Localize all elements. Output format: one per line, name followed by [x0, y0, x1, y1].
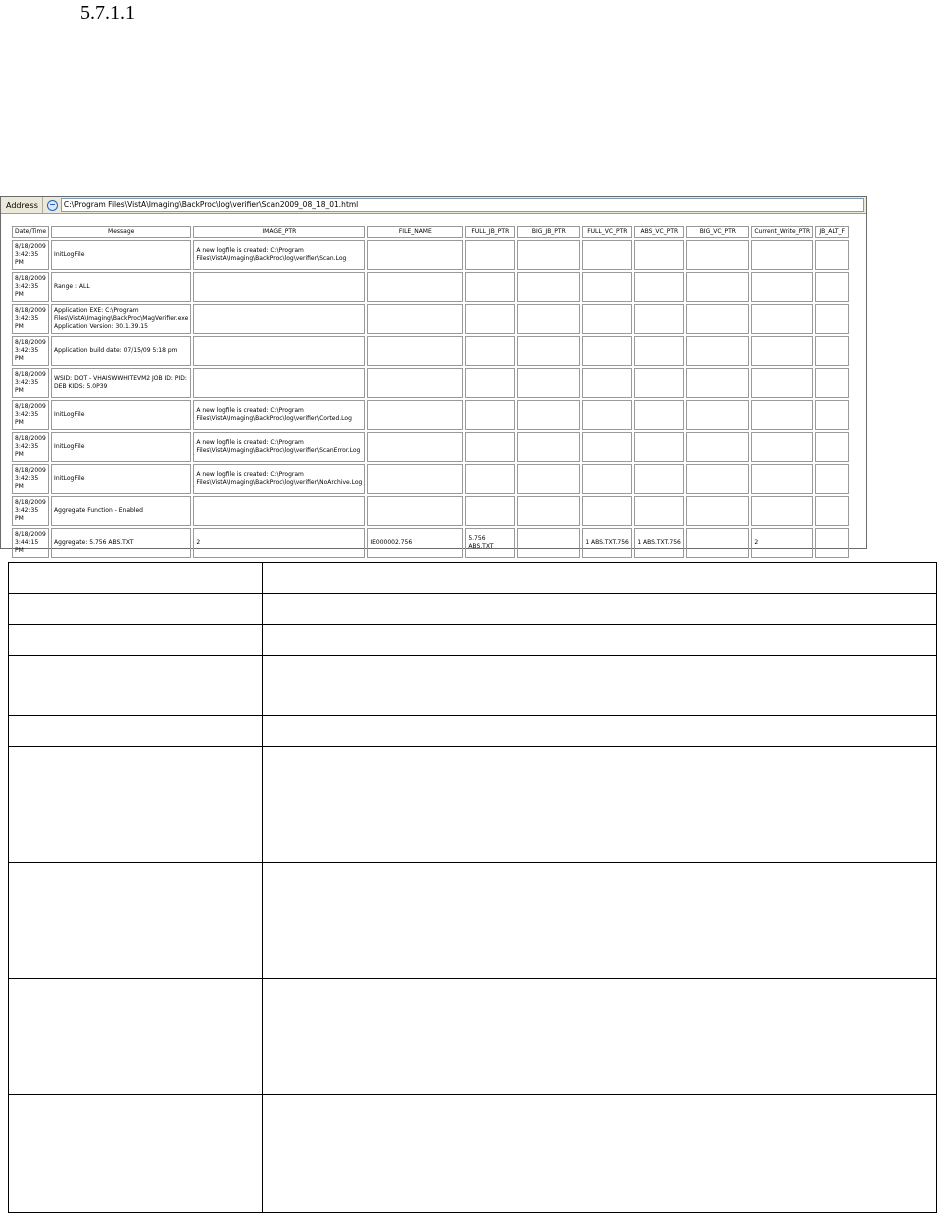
log-row: [12, 400, 849, 430]
log-cell-full-vc-ptr: [582, 400, 632, 430]
log-cell-abs-vc-ptr: [634, 336, 684, 366]
log-cell-image-ptr: [193, 368, 365, 398]
log-table: [10, 224, 851, 560]
log-cell-jb-alt: [815, 240, 849, 270]
grid-cell: [9, 594, 263, 625]
grid-cell: [263, 716, 937, 747]
log-cell-file-name: [367, 336, 463, 366]
log-cell-full-jb-ptr: [465, 336, 515, 366]
log-cell-datetime: 8/18/2009 3:42:35 PM: [12, 368, 49, 398]
log-cell-abs-vc-ptr: [634, 432, 684, 462]
log-cell-datetime: 8/18/2009 3:42:35 PM: [12, 336, 49, 366]
log-cell-big-jb-ptr: [517, 464, 580, 494]
log-cell-abs-vc-ptr: [634, 272, 684, 302]
address-bar: [1, 197, 866, 214]
log-cell-message: Application EXE: C:\Program Files\VistA\Imaging\BackProc\MagVerifier.exe Application Version: 30.1.39.15: [51, 304, 191, 334]
grid-row: [9, 563, 937, 594]
log-cell-full-jb-ptr: [465, 464, 515, 494]
log-cell-file-name: [367, 496, 463, 526]
log-cell-current-write-ptr: [751, 272, 813, 302]
grid-cell: [263, 594, 937, 625]
log-cell-current-write-ptr: [751, 432, 813, 462]
grid-cell: [9, 656, 263, 716]
log-cell-full-vc-ptr: [582, 432, 632, 462]
log-cell-image-ptr: [193, 272, 365, 302]
log-cell-abs-vc-ptr: [634, 304, 684, 334]
log-cell-message: InitLogFile: [51, 464, 191, 494]
log-cell-jb-alt: [815, 272, 849, 302]
log-cell-message: InitLogFile: [51, 432, 191, 462]
log-cell-big-jb-ptr: [517, 304, 580, 334]
log-cell-big-jb-ptr: [517, 336, 580, 366]
log-cell-message: Aggregate Function - Enabled: [51, 496, 191, 526]
log-row: [12, 368, 849, 398]
log-cell-jb-alt: [815, 464, 849, 494]
log-row: [12, 304, 849, 334]
log-cell-message: InitLogFile: [51, 400, 191, 430]
log-cell-jb-alt: [815, 368, 849, 398]
log-cell-abs-vc-ptr: [634, 400, 684, 430]
col-header: FILE_NAME: [367, 226, 463, 238]
col-header: Current_Write_PTR: [751, 226, 813, 238]
grid-cell: [263, 979, 937, 1095]
log-cell-datetime: 8/18/2009 3:44:15 PM: [12, 528, 49, 558]
log-screenshot: [0, 196, 867, 554]
log-cell-current-write-ptr: [751, 336, 813, 366]
log-cell-image-ptr: [193, 496, 365, 526]
log-cell-current-write-ptr: 2: [751, 528, 813, 558]
log-cell-message: Range : ALL: [51, 272, 191, 302]
log-cell-big-jb-ptr: [517, 272, 580, 302]
col-header: BIG_JB_PTR: [517, 226, 580, 238]
log-cell-jb-alt: [815, 400, 849, 430]
log-cell-datetime: 8/18/2009 3:42:35 PM: [12, 464, 49, 494]
col-header: ABS_VC_PTR: [634, 226, 684, 238]
col-header: Date/Time: [12, 226, 49, 238]
log-cell-big-vc-ptr: [686, 432, 749, 462]
log-cell-big-vc-ptr: [686, 272, 749, 302]
log-cell-full-vc-ptr: [582, 496, 632, 526]
grid-cell: [9, 747, 263, 863]
log-cell-image-ptr: A new logfile is created: C:\Program Files\VistA\Imaging\BackProc\log\verifier\ScanError.Log: [193, 432, 365, 462]
grid-row: [9, 747, 937, 863]
log-cell-abs-vc-ptr: [634, 496, 684, 526]
grid-cell: [9, 979, 263, 1095]
log-cell-image-ptr: 2: [193, 528, 365, 558]
grid-cell: [263, 863, 937, 979]
log-cell-current-write-ptr: [751, 304, 813, 334]
log-cell-message: InitLogFile: [51, 240, 191, 270]
grid-cell: [9, 563, 263, 594]
log-cell-datetime: 8/18/2009 3:42:35 PM: [12, 400, 49, 430]
grid-cell: [263, 1095, 937, 1213]
log-cell-current-write-ptr: [751, 496, 813, 526]
grid-cell: [9, 863, 263, 979]
grid-cell: [263, 563, 937, 594]
log-cell-big-vc-ptr: [686, 464, 749, 494]
log-cell-abs-vc-ptr: 1 ABS.TXT.756: [634, 528, 684, 558]
log-cell-full-jb-ptr: [465, 304, 515, 334]
log-row: [12, 464, 849, 494]
log-cell-file-name: [367, 400, 463, 430]
log-cell-file-name: [367, 272, 463, 302]
log-cell-image-ptr: A new logfile is created: C:\Program Files\VistA\Imaging\BackProc\log\verifier\NoArchive.Log: [193, 464, 365, 494]
log-cell-image-ptr: A new logfile is created: C:\Program Files\VistA\Imaging\BackProc\log\verifier\Corted.Log: [193, 400, 365, 430]
col-header: Message: [51, 226, 191, 238]
page-icon: [47, 200, 58, 211]
log-cell-datetime: 8/18/2009 3:42:35 PM: [12, 272, 49, 302]
log-row: [12, 336, 849, 366]
address-input[interactable]: C:\Program Files\VistA\Imaging\BackProc\log\verifier\Scan2009_08_18_01.html: [61, 198, 864, 212]
log-cell-image-ptr: A new logfile is created: C:\Program Files\VistA\Imaging\BackProc\log\verifier\Scan.Log: [193, 240, 365, 270]
section-number: 5.7.1.1: [80, 2, 135, 24]
grid-row: [9, 1095, 937, 1213]
log-cell-message: WSID: DOT - VHAISWWHITEVM2 JOB ID: PID: DEB KIDS: 5.0P39: [51, 368, 191, 398]
log-cell-current-write-ptr: [751, 400, 813, 430]
log-cell-datetime: 8/18/2009 3:42:35 PM: [12, 304, 49, 334]
log-cell-big-jb-ptr: [517, 400, 580, 430]
log-cell-full-vc-ptr: [582, 272, 632, 302]
log-cell-big-jb-ptr: [517, 432, 580, 462]
log-cell-big-vc-ptr: [686, 240, 749, 270]
log-cell-file-name: [367, 368, 463, 398]
log-cell-big-jb-ptr: [517, 240, 580, 270]
log-cell-message: Aggregate: 5.756 ABS.TXT: [51, 528, 191, 558]
grid-row: [9, 625, 937, 656]
log-cell-full-vc-ptr: [582, 368, 632, 398]
log-header-row: [12, 226, 849, 238]
grid-cell: [263, 625, 937, 656]
log-cell-image-ptr: [193, 336, 365, 366]
grid-row: [9, 716, 937, 747]
log-cell-current-write-ptr: [751, 368, 813, 398]
log-cell-full-jb-ptr: 5.756 ABS.TXT: [465, 528, 515, 558]
log-cell-message: Application build date: 07/15/09 5:18 pm: [51, 336, 191, 366]
grid-row: [9, 979, 937, 1095]
log-cell-jb-alt: [815, 304, 849, 334]
grid-cell: [263, 656, 937, 716]
log-cell-datetime: 8/18/2009 3:42:35 PM: [12, 496, 49, 526]
log-cell-abs-vc-ptr: [634, 368, 684, 398]
log-cell-abs-vc-ptr: [634, 240, 684, 270]
col-header: BIG_VC_PTR: [686, 226, 749, 238]
log-row: [12, 240, 849, 270]
log-cell-jb-alt: [815, 336, 849, 366]
log-cell-image-ptr: [193, 304, 365, 334]
log-cell-big-vc-ptr: [686, 400, 749, 430]
log-cell-jb-alt: [815, 528, 849, 558]
log-cell-jb-alt: [815, 432, 849, 462]
grid-row: [9, 863, 937, 979]
log-cell-current-write-ptr: [751, 240, 813, 270]
log-cell-big-vc-ptr: [686, 336, 749, 366]
log-cell-big-vc-ptr: [686, 528, 749, 558]
grid-cell: [9, 1095, 263, 1213]
log-cell-full-jb-ptr: [465, 368, 515, 398]
log-cell-abs-vc-ptr: [634, 464, 684, 494]
log-cell-full-jb-ptr: [465, 496, 515, 526]
grid-cell: [9, 716, 263, 747]
log-cell-full-jb-ptr: [465, 400, 515, 430]
log-row: [12, 432, 849, 462]
col-header: JB_ALT_F: [815, 226, 849, 238]
grid-cell: [9, 625, 263, 656]
log-row: [12, 528, 849, 558]
log-cell-full-vc-ptr: [582, 304, 632, 334]
log-cell-file-name: [367, 240, 463, 270]
log-body: [12, 240, 849, 558]
log-cell-full-vc-ptr: [582, 336, 632, 366]
log-cell-big-vc-ptr: [686, 368, 749, 398]
log-cell-full-jb-ptr: [465, 432, 515, 462]
log-row: [12, 272, 849, 302]
log-cell-file-name: [367, 432, 463, 462]
log-cell-current-write-ptr: [751, 464, 813, 494]
log-cell-big-vc-ptr: [686, 304, 749, 334]
form-grid: [8, 562, 937, 1213]
log-cell-jb-alt: [815, 496, 849, 526]
col-header: FULL_JB_PTR: [465, 226, 515, 238]
log-cell-big-jb-ptr: [517, 496, 580, 526]
log-cell-datetime: 8/18/2009 3:42:35 PM: [12, 240, 49, 270]
log-cell-file-name: IE000002.756: [367, 528, 463, 558]
col-header: FULL_VC_PTR: [582, 226, 632, 238]
log-cell-file-name: [367, 304, 463, 334]
log-cell-full-vc-ptr: [582, 464, 632, 494]
grid-cell: [263, 747, 937, 863]
grid-row: [9, 594, 937, 625]
log-cell-big-vc-ptr: [686, 496, 749, 526]
log-row: [12, 496, 849, 526]
col-header: IMAGE_PTR: [193, 226, 365, 238]
log-cell-full-vc-ptr: 1 ABS.TXT.756: [582, 528, 632, 558]
log-cell-full-vc-ptr: [582, 240, 632, 270]
log-cell-full-jb-ptr: [465, 272, 515, 302]
address-label: Address: [1, 197, 43, 213]
log-cell-full-jb-ptr: [465, 240, 515, 270]
log-cell-big-jb-ptr: [517, 368, 580, 398]
log-cell-big-jb-ptr: [517, 528, 580, 558]
grid-row: [9, 656, 937, 716]
log-cell-file-name: [367, 464, 463, 494]
log-cell-datetime: 8/18/2009 3:42:35 PM: [12, 432, 49, 462]
